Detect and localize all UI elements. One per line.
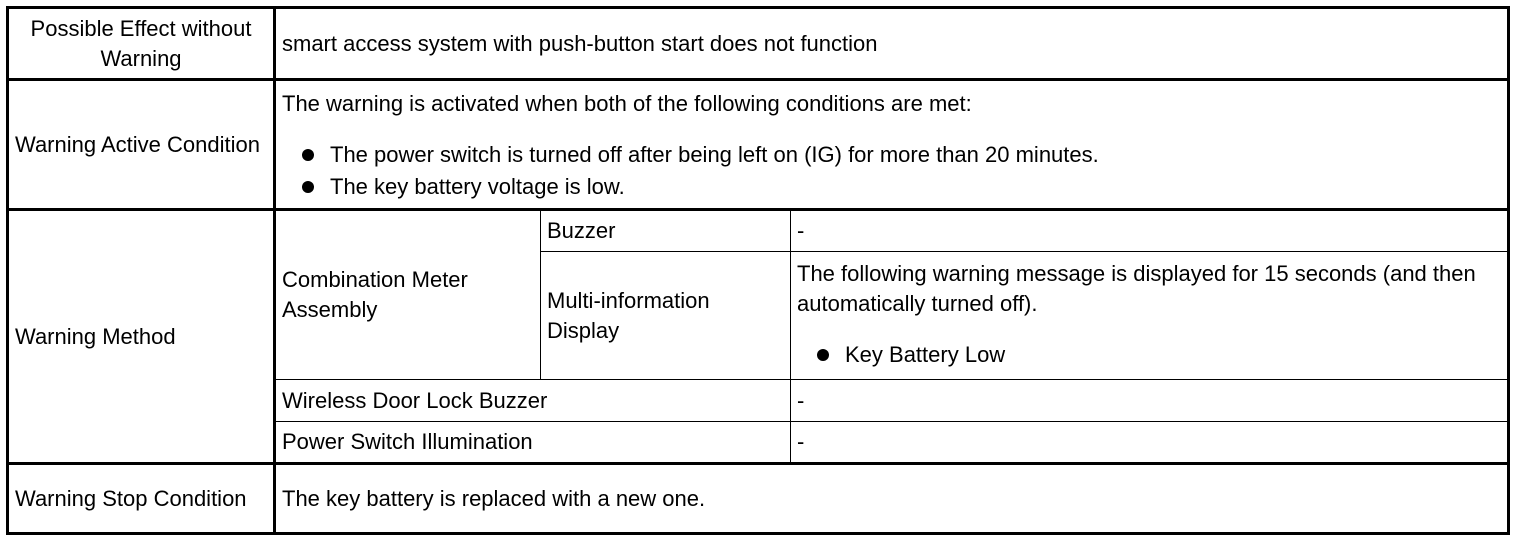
stop-condition-value: The key battery is replaced with a new one.: [275, 464, 1509, 534]
possible-effect-value: smart access system with push-button start does not function: [275, 8, 1509, 80]
possible-effect-label: Possible Effect without Warning: [8, 8, 275, 80]
buzzer-label: Buzzer: [541, 210, 791, 252]
multi-info-text: The following warning message is displayed for 15 seconds (and then automatically turned off).: [797, 261, 1476, 316]
stop-condition-row: [8, 464, 1509, 534]
condition-item: The power switch is turned off after being left on (IG) for more than 20 minutes.: [302, 139, 1501, 171]
active-condition-value: [275, 80, 1509, 210]
multi-info-label: Multi-information Display: [541, 252, 791, 380]
active-condition-list: [282, 139, 1501, 203]
multi-info-messages: [797, 339, 1501, 371]
active-condition-label: Warning Active Condition: [8, 80, 275, 210]
wireless-buzzer-value: -: [791, 380, 1509, 422]
power-switch-illumination-value: -: [791, 422, 1509, 464]
power-switch-illumination-label: Power Switch Illumination: [275, 422, 791, 464]
wireless-buzzer-label: Wireless Door Lock Buzzer: [275, 380, 791, 422]
buzzer-value: -: [791, 210, 1509, 252]
stop-condition-label: Warning Stop Condition: [8, 464, 275, 534]
multi-info-value: [791, 252, 1509, 380]
active-condition-intro: The warning is activated when both of the following conditions are met:: [282, 91, 972, 116]
condition-item: The key battery voltage is low.: [302, 171, 1501, 203]
active-condition-row: [8, 80, 1509, 210]
warning-message-item: Key Battery Low: [817, 339, 1501, 371]
possible-effect-row: [8, 8, 1509, 80]
combination-meter-label: Combination Meter Assembly: [275, 210, 541, 380]
warning-spec-table: [6, 6, 1510, 535]
warning-method-label: Warning Method: [8, 210, 275, 464]
buzzer-row: [8, 210, 1509, 252]
